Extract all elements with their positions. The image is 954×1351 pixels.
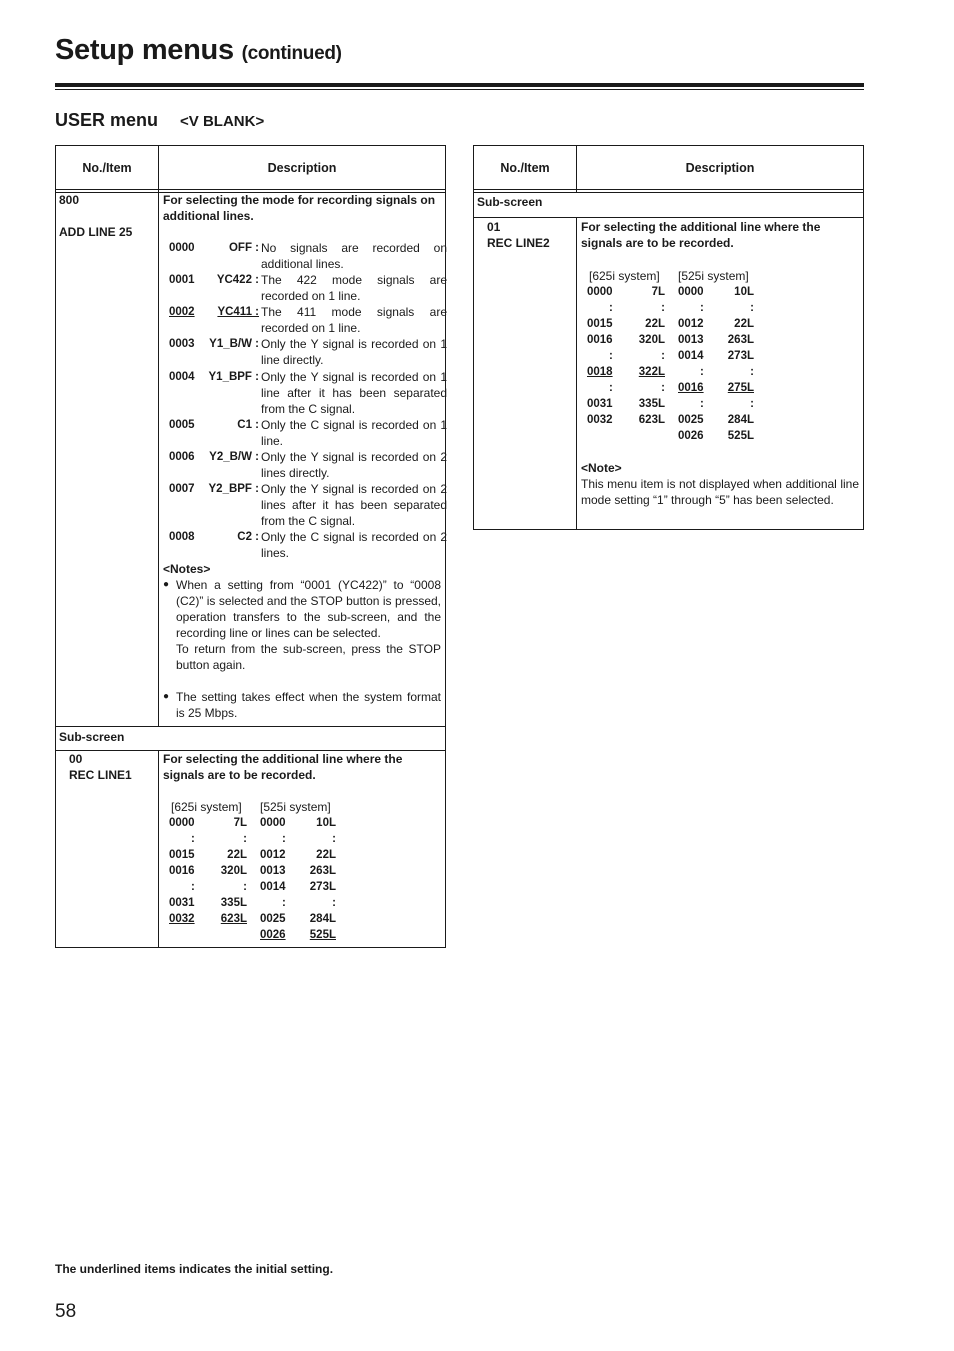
option-desc: The 411 mode signals are recorded on 1 line. [261, 305, 447, 335]
option-name: C1 : [237, 419, 259, 431]
line-table-cell: 7L [651, 286, 665, 298]
option-desc: Only the Y signal is recorded on 1 line directly. [261, 337, 447, 367]
column-header-no-item: No./Item [500, 161, 550, 175]
option-desc: Only the Y signal is recorded on 2 lines directly. [261, 450, 447, 480]
option-name: Y1_BPF : [208, 371, 259, 383]
column-header-description: Description [685, 161, 755, 175]
system-625-label: [625i system] [171, 800, 242, 814]
line-table-cell: : [750, 302, 754, 314]
bullet-icon: ● [163, 579, 170, 590]
section-heading [55, 110, 264, 131]
option-code: 0006 [169, 451, 195, 463]
subscreen-label: Sub-screen [477, 195, 543, 209]
column-header-no-item: No./Item [82, 161, 132, 175]
option-name: OFF : [228, 242, 259, 254]
line-table-cell: 0025 [678, 414, 704, 426]
subscreen-label: Sub-screen [59, 730, 125, 744]
option-desc: Only the C signal is recorded on 2 lines. [261, 530, 447, 560]
note-text: This menu item is not displayed when additional line mode setting “1” through “5” has been selected. [581, 477, 859, 507]
line-table-cell: 0000 [678, 286, 704, 298]
line-table-cell: 0032 [169, 913, 195, 925]
line-table-cell: 10L [316, 817, 336, 829]
page-title-suffix: (continued) [241, 43, 342, 64]
line-table-cell: 273L [309, 881, 336, 893]
option-desc: The 422 mode signals are recorded on 1 line. [261, 273, 447, 303]
line-table-cell: : [332, 897, 336, 909]
notes-label: <Notes> [163, 562, 211, 576]
sub-item-name: REC LINE1 [69, 768, 132, 782]
line-table-cell: 0000 [587, 286, 613, 298]
line-table-cell: : [700, 398, 704, 410]
line-table-cell: 0016 [169, 865, 195, 877]
line-table-cell: 284L [309, 913, 336, 925]
column-divider [158, 146, 159, 947]
title-rule-thin [55, 89, 864, 90]
right-settings-table [473, 145, 864, 530]
line-table-cell: 0013 [260, 865, 286, 877]
option-name: Y2_B/W : [209, 451, 259, 463]
section-title: USER menu [55, 110, 159, 130]
line-table-cell: : [661, 302, 665, 314]
row-rule [474, 217, 863, 218]
note-text-1b: To return from the sub-screen, press the STOP button again. [176, 642, 441, 672]
line-table-cell: 0031 [587, 398, 613, 410]
system-525-label: [525i system] [678, 269, 749, 283]
line-table-cell: 0018 [587, 366, 613, 378]
page-title [55, 34, 342, 67]
header-rule [56, 189, 445, 190]
line-table-cell: : [282, 897, 286, 909]
line-table-cell: 525L [309, 929, 336, 941]
system-525-label: [525i system] [260, 800, 331, 814]
line-table-cell: 320L [220, 865, 247, 877]
line-table-cell: 322L [638, 366, 665, 378]
line-table-cell: 0015 [587, 318, 613, 330]
line-table-cell: 0013 [678, 334, 704, 346]
line-table-cell: 263L [309, 865, 336, 877]
line-table-cell: 0025 [260, 913, 286, 925]
line-table-cell: 0000 [260, 817, 286, 829]
line-table-cell: 623L [638, 414, 665, 426]
option-name: YC422 : [216, 274, 259, 286]
sub-item-name: REC LINE2 [487, 236, 550, 250]
option-name: Y1_B/W : [209, 338, 259, 350]
line-table-cell: : [700, 366, 704, 378]
line-table-cell: 320L [638, 334, 665, 346]
option-code: 0008 [169, 531, 195, 543]
line-table-cell: 0016 [678, 382, 704, 394]
column-header-description: Description [267, 161, 337, 175]
line-table-cell: 0014 [678, 350, 704, 362]
line-table-cell: 0012 [678, 318, 704, 330]
line-table-cell: 275L [727, 382, 754, 394]
option-code: 0004 [169, 371, 195, 383]
line-table-cell: 284L [727, 414, 754, 426]
line-table-cell: : [609, 382, 613, 394]
line-table-cell: 0032 [587, 414, 613, 426]
subscreen-row [474, 193, 863, 217]
line-table-cell: 22L [316, 849, 336, 861]
sub-item-intro: For selecting the additional line where the signals are to be recorded. [163, 752, 403, 782]
line-table-cell: 273L [727, 350, 754, 362]
option-code: 0003 [169, 338, 195, 350]
line-table-cell: : [243, 833, 247, 845]
subscreen-row [56, 727, 445, 750]
line-table-cell: 623L [220, 913, 247, 925]
option-desc: Only the Y signal is recorded on 2 lines after it has been separated from the C signal. [261, 482, 447, 528]
bullet-icon: ● [163, 691, 170, 702]
line-table-cell: : [282, 833, 286, 845]
option-desc: Only the Y signal is recorded on 1 line after it has been separated from the C signal. [261, 370, 447, 416]
line-table-cell: 0012 [260, 849, 286, 861]
line-table-cell: 0016 [587, 334, 613, 346]
note-text [176, 577, 441, 673]
option-code: 0005 [169, 419, 195, 431]
footnote: The underlined items indicates the initial setting. [55, 1262, 334, 1276]
sub-item-intro: For selecting the additional line where the signals are to be recorded. [581, 220, 821, 250]
line-table-cell: 0026 [260, 929, 286, 941]
line-table-cell: : [191, 833, 195, 845]
line-table-cell: 335L [638, 398, 665, 410]
line-table-cell: 335L [220, 897, 247, 909]
line-table-cell: 525L [727, 430, 754, 442]
page-title-main: Setup menus [55, 34, 234, 66]
line-table-cell: : [661, 382, 665, 394]
line-table-cell: : [609, 302, 613, 314]
option-name: C2 : [237, 531, 259, 543]
note-text: The setting takes effect when the system format is 25 Mbps. [176, 690, 441, 720]
left-settings-table [55, 145, 446, 948]
item-number: 800 [59, 193, 80, 207]
line-table-cell: : [191, 881, 195, 893]
sub-item-number: 01 [487, 220, 501, 234]
line-table-cell: 22L [227, 849, 247, 861]
section-subtitle: <V BLANK> [180, 113, 265, 130]
line-table-cell: 7L [233, 817, 247, 829]
line-table-cell: 0015 [169, 849, 195, 861]
option-code: 0000 [169, 242, 195, 254]
page-number: 58 [55, 1301, 77, 1322]
line-table-cell: 0026 [678, 430, 704, 442]
line-table-cell: : [661, 350, 665, 362]
title-rule-thick [55, 83, 864, 87]
option-code: 0001 [169, 274, 195, 286]
line-table-cell: : [243, 881, 247, 893]
header-rule [474, 189, 863, 190]
line-table-cell: : [700, 302, 704, 314]
line-table-cell: 0000 [169, 817, 195, 829]
line-table-cell: : [609, 350, 613, 362]
option-name [205, 304, 259, 320]
line-table-cell: 0014 [260, 881, 286, 893]
option-name-initial: YC411 : [217, 306, 259, 318]
option-code: 0002 [169, 306, 195, 318]
option-desc: No signals are recorded on additional lines. [261, 241, 447, 271]
line-table-cell: 10L [734, 286, 754, 298]
option-code: 0007 [169, 483, 195, 495]
option-desc: Only the C signal is recorded on 1 line. [261, 418, 447, 448]
option-name: Y2_BPF : [208, 483, 259, 495]
line-table-cell: 263L [727, 334, 754, 346]
line-table-cell: : [750, 398, 754, 410]
item-name: ADD LINE 25 [59, 225, 133, 239]
line-table-cell: 0031 [169, 897, 195, 909]
item-intro: For selecting the mode for recording signals on additional lines. [163, 193, 436, 223]
line-table-cell: : [332, 833, 336, 845]
sub-item-number: 00 [69, 752, 83, 766]
note-text-1: When a setting from “0001 (YC422)” to “0008 (C2)” is selected and the STOP button is pressed, operation transfers to the sub-screen, and the recording line or lines can be selected. [176, 578, 441, 640]
line-table-cell: 22L [734, 318, 754, 330]
line-table-cell: : [750, 366, 754, 378]
system-625-label: [625i system] [589, 269, 660, 283]
line-table-cell: 22L [645, 318, 665, 330]
note-label: <Note> [581, 461, 622, 475]
